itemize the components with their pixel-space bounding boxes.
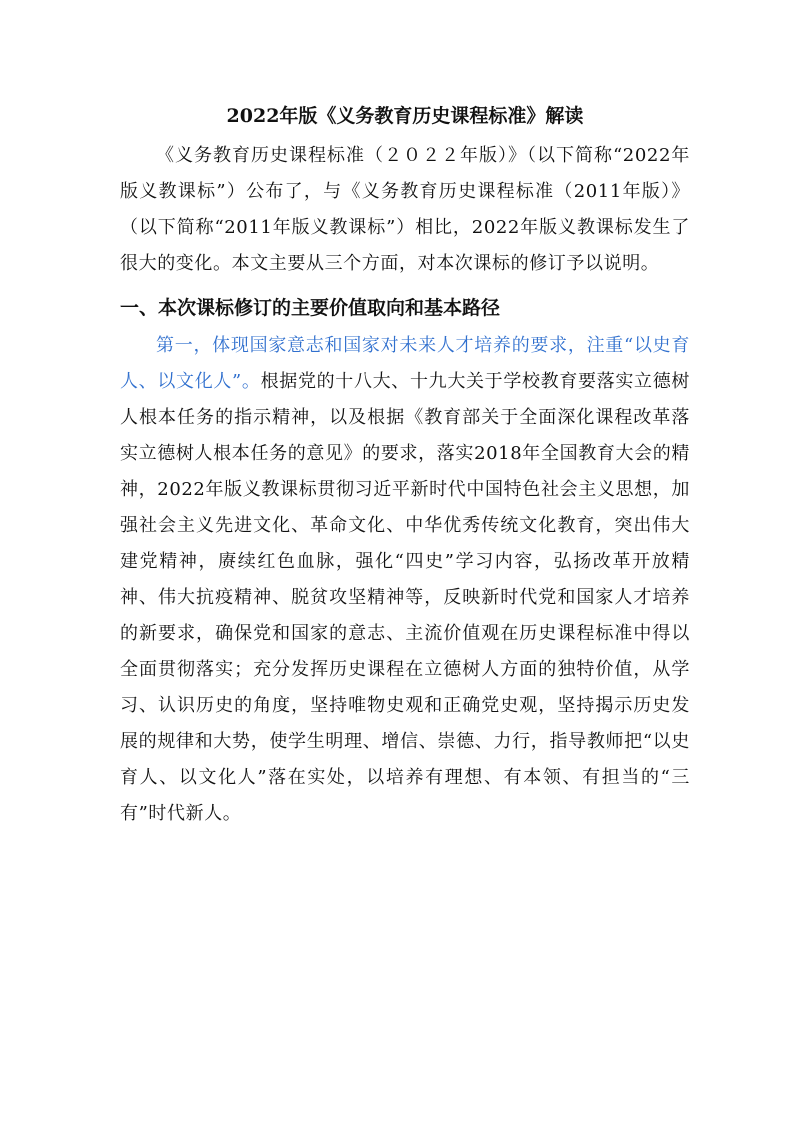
intro-paragraph: 《义务教育历史课程标准（２０２２年版）》（以下简称“2022年版义教课标”）公布了，与《义务教育历史课程标准（2011年版）》（以下简称“2011年版义教课标”）相比，2022年版义教课标发生了很大的变化。本文主要从三个方面，对本次课标的修订予以说明。 (120, 145, 690, 274)
section-paragraph (120, 328, 690, 832)
highlighted-lead-sentence: 第一，体现国家意志和国家对未来人才培养的要求，注重“以史育人、以文化人”。 (120, 335, 690, 392)
section-heading: 一、本次课标修订的主要价值取向和基本路径 (120, 297, 501, 319)
document-content (120, 98, 690, 832)
paragraph-body-text: 根据党的十八大、十九大关于学校教育要落实立德树人根本任务的指示精神，以及根据《教育部关于全面深化课程改革落实立德树人根本任务的意见》的要求，落实2018年全国教育大会的精神，2022年版义教课标贯彻习近平新时代中国特色社会主义思想，加强社会主义先进文化、革命文化、中华优秀传统文化教育，突出伟大建党精神，赓续红色血脉，强化“四史”学习内容，弘扬改革开放精神、伟大抗疫精神、脱贫攻坚精神等，反映新时代党和国家人才培养的新要求，确保党和国家的意志、主流价值观在历史课程标准中得以全面贯彻落实；充分发挥历史课程在立德树人方面的独特价值，从学习、认识历史的角度，坚持唯物史观和正确党史观，坚持揭示历史发展的规律和大势，使学生明理、增信、崇德、力行，指导教师把“以史育人、以文化人”落在实处，以培养有理想、有本领、有担当的“三有”时代新人。 (120, 371, 690, 824)
document-title: 2022年版《义务教育历史课程标准》解读 (226, 105, 584, 127)
